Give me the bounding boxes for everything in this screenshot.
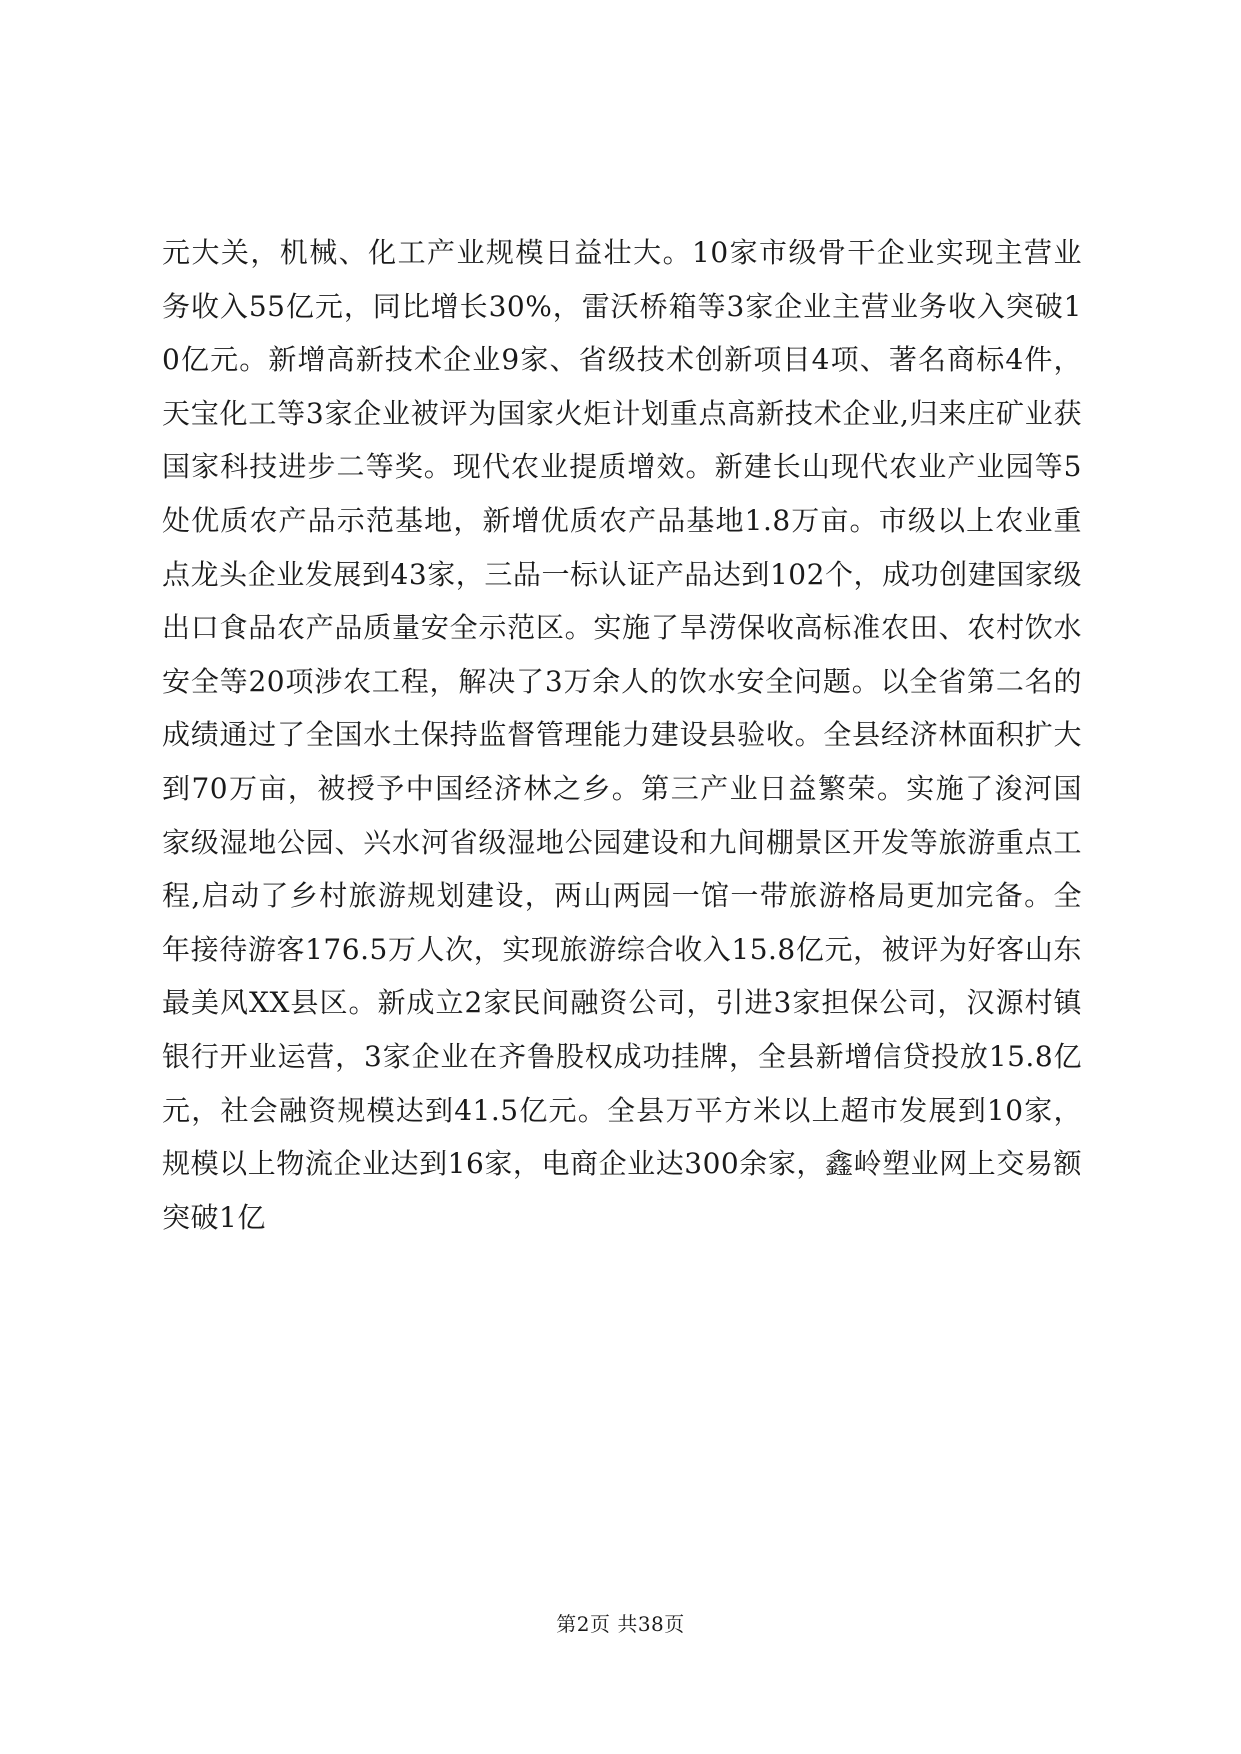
page-number-footer: 第2页 共38页	[556, 1612, 685, 1636]
body-paragraph: 元大关，机械、化工产业规模日益壮大。10家市级骨干企业实现主营业务收入55亿元，同比增长30%，雷沃桥箱等3家企业主营业务收入突破10亿元。新增高新技术企业9家、省级技术创新项目4项、著名商标4件，天宝化工等3家企业被评为国家火炬计划重点高新技术企业,归来庄矿业获国家科技进步二等奖。现代农业提质增效。新建长山现代农业产业园等5处优质农产品示范基地，新增优质农产品基地1.8万亩。市级以上农业重点龙头企业发展到43家，三品一标认证产品达到102个，成功创建国家级出口食品农产品质量安全示范区。实施了旱涝保收高标准农田、农村饮水安全等20项涉农工程，解决了3万余人的饮水安全问题。以全省第二名的成绩通过了全国水土保持监督管理能力建设县验收。全县经济林面积扩大到70万亩，被授予中国经济林之乡。第三产业日益繁荣。实施了浚河国家级湿地公园、兴水河省级湿地公园建设和九间棚景区开发等旅游重点工程,启动了乡村旅游规划建设，两山两园一馆一带旅游格局更加完备。全年接待游客176.5万人次，实现旅游综合收入15.8亿元，被评为好客山东最美风XX县区。新成立2家民间融资公司，引进3家担保公司，汉源村镇银行开业运营，3家企业在齐鲁股权成功挂牌，全县新增信贷投放15.8亿元，社会融资规模达到41.5亿元。全县万平方米以上超市发展到10家，规模以上物流企业达到16家，电商企业达300余家，鑫岭塑业网上交易额突破1亿	[162, 236, 1082, 1234]
